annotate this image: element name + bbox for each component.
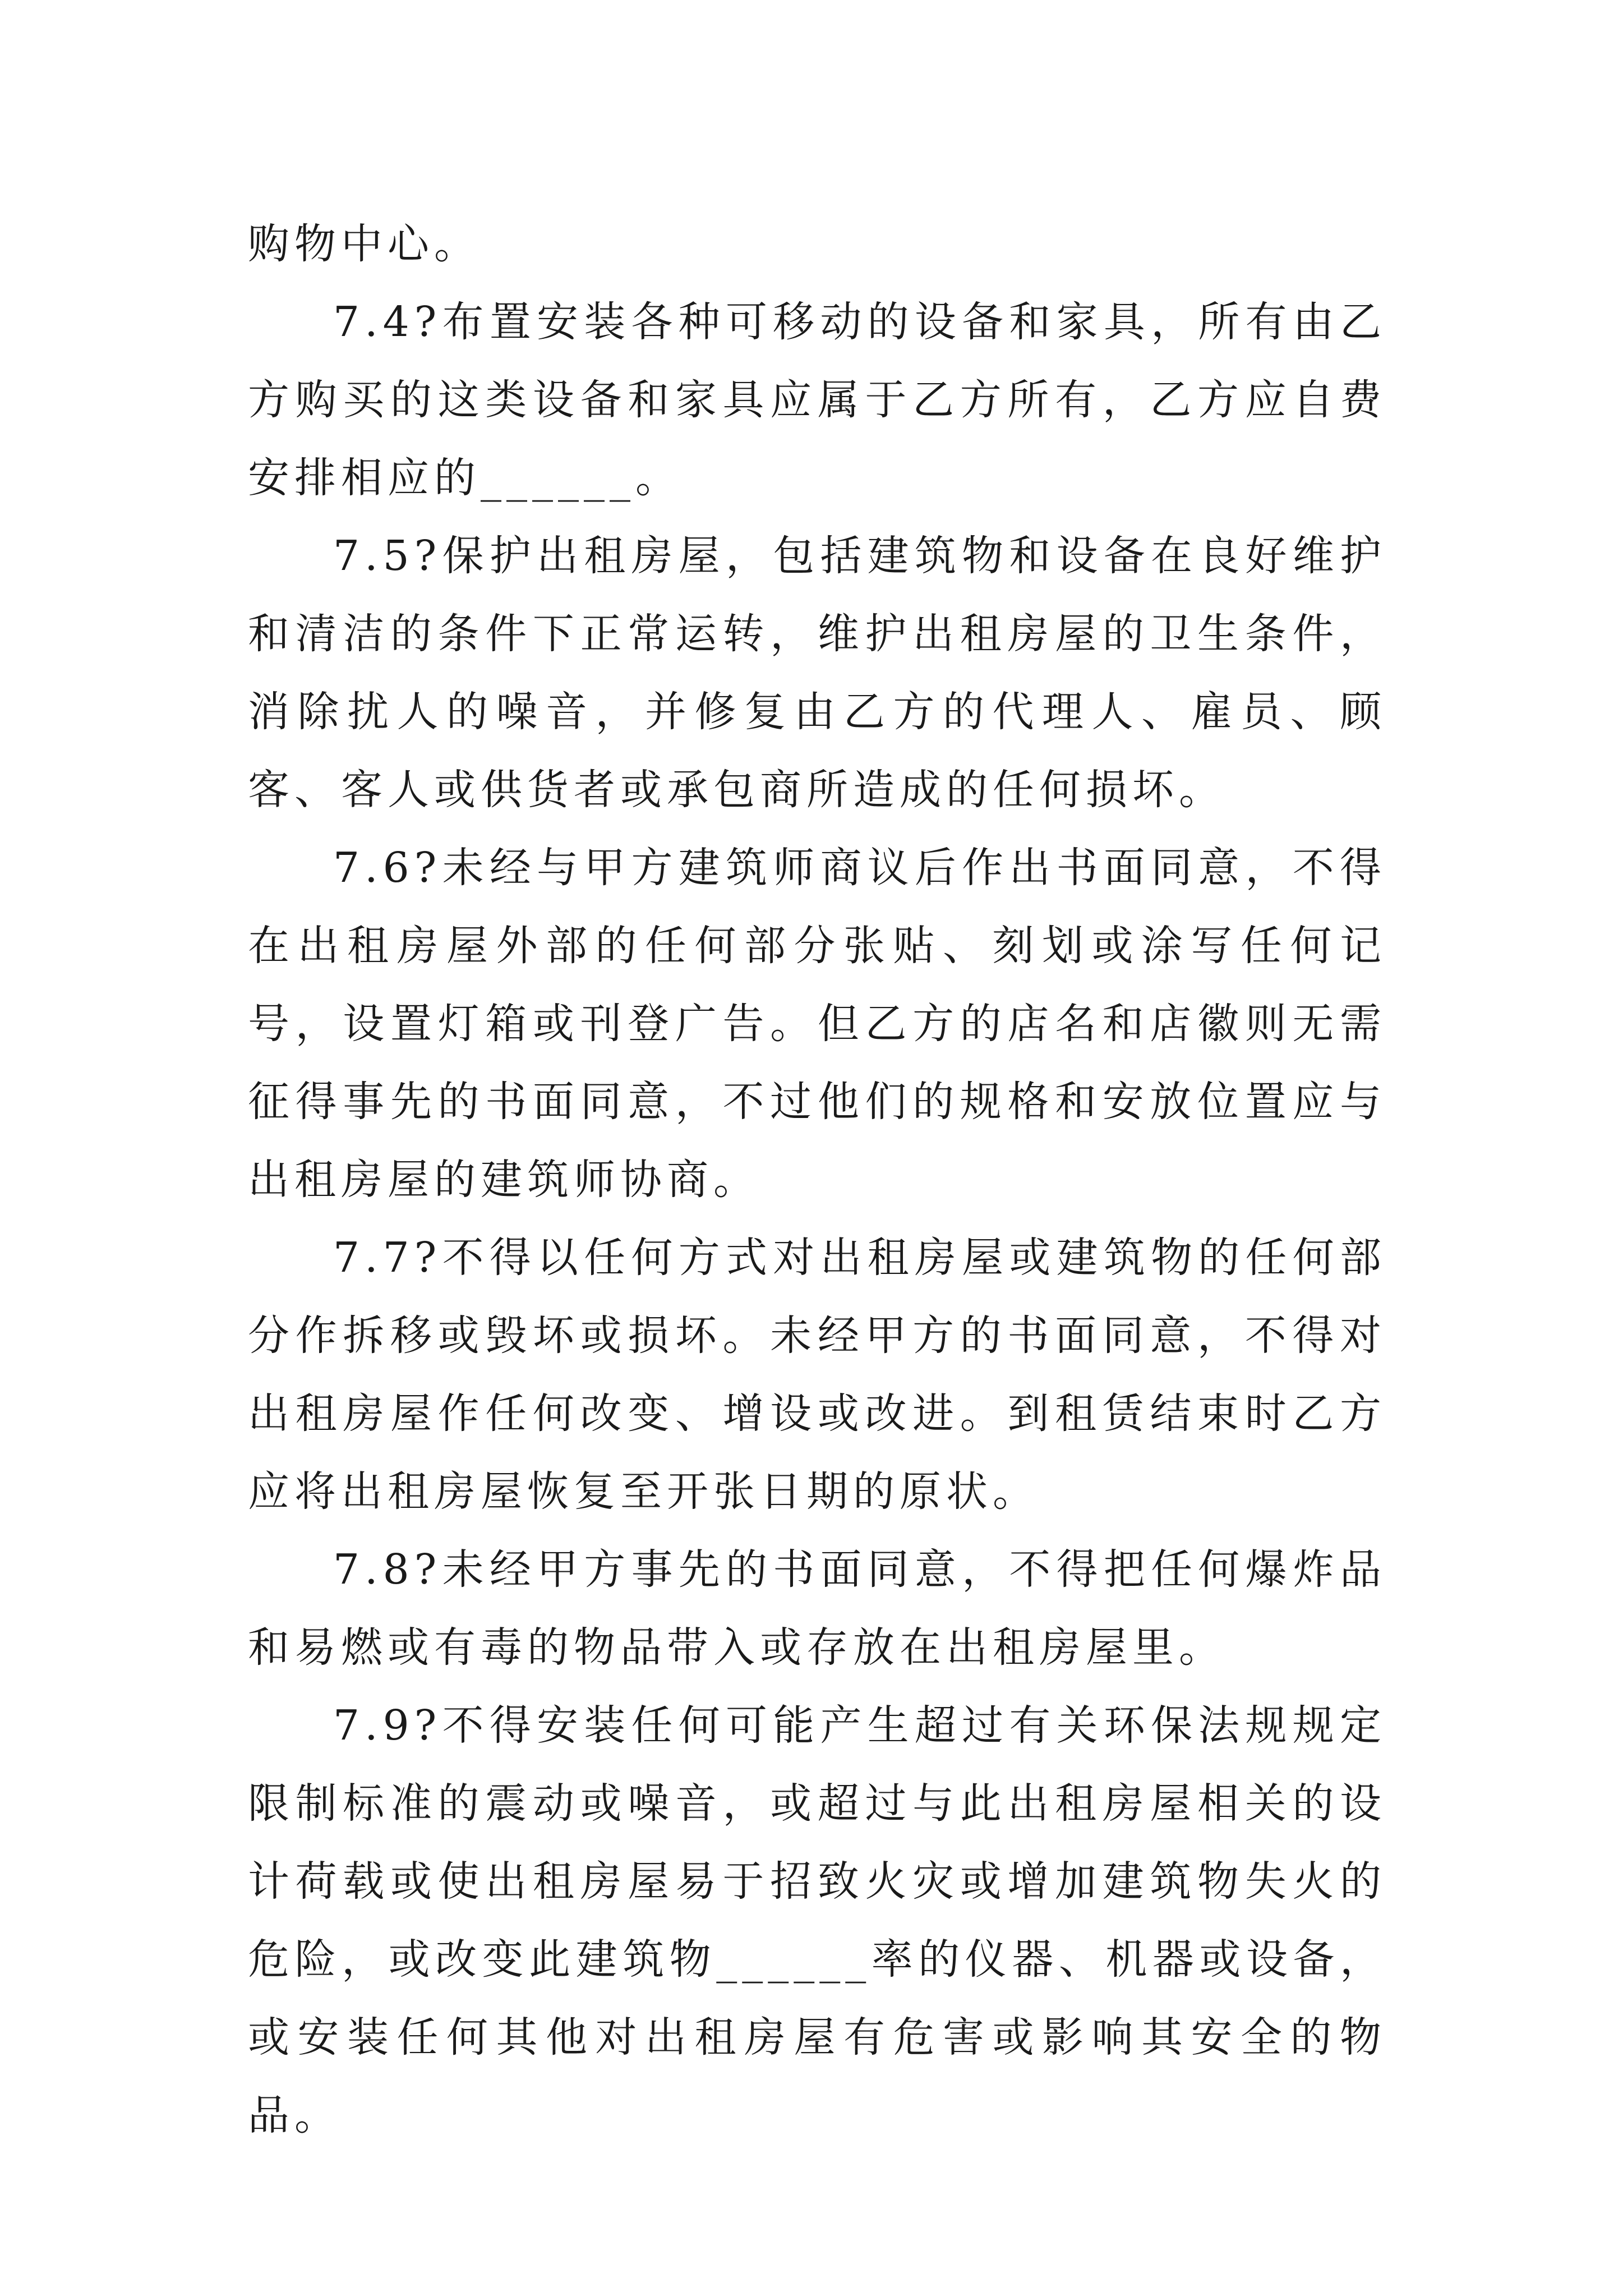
paragraph-clause-7-7: 7.7?不得以任何方式对出租房屋或建筑物的任何部分作拆移或毁坏或损坏。未经甲方的书面同意，不得对出租房屋作任何改变、增设或改进。到租赁结束时乙方应将出租房屋恢复至开张日期的原状。: [248, 1234, 1386, 1516]
document-body: [248, 205, 1386, 2155]
paragraph-clause-7-9: 7.9?不得安装任何可能产生超过有关环保法规规定限制标准的震动或噪音，或超过与此出租房屋相关的设计荷载或使出租房屋易于招致火灾或增加建筑物失火的危险，或改变此建筑物______率的仪器、机器或设备，或安装任何其他对出租房屋有危害或影响其安全的物品。: [248, 1701, 1386, 2139]
paragraph-continuation: 购物中心。: [248, 220, 481, 268]
paragraph-clause-7-5: 7.5?保护出租房屋，包括建筑物和设备在良好维护和清洁的条件下正常运转，维护出租房屋的卫生条件，消除扰人的噪音，并修复由乙方的代理人、雇员、顾客、客人或供货者或承包商所造成的任何损坏。: [248, 532, 1386, 814]
paragraph-clause-7-6: 7.6?未经与甲方建筑师商议后作出书面同意，不得在出租房屋外部的任何部分张贴、刻划或涂写任何记号，设置灯箱或刊登广告。但乙方的店名和店徽则无需征得事先的书面同意，不过他们的规格和安放位置应与出租房屋的建筑师协商。: [248, 844, 1386, 1204]
paragraph-clause-7-4: 7.4?布置安装各种可移动的设备和家具，所有由乙方购买的这类设备和家具应属于乙方所有，乙方应自费安排相应的______。: [248, 298, 1386, 502]
paragraph-clause-7-8: 7.8?未经甲方事先的书面同意，不得把任何爆炸品和易燃或有毒的物品带入或存放在出租房屋里。: [248, 1545, 1386, 1672]
